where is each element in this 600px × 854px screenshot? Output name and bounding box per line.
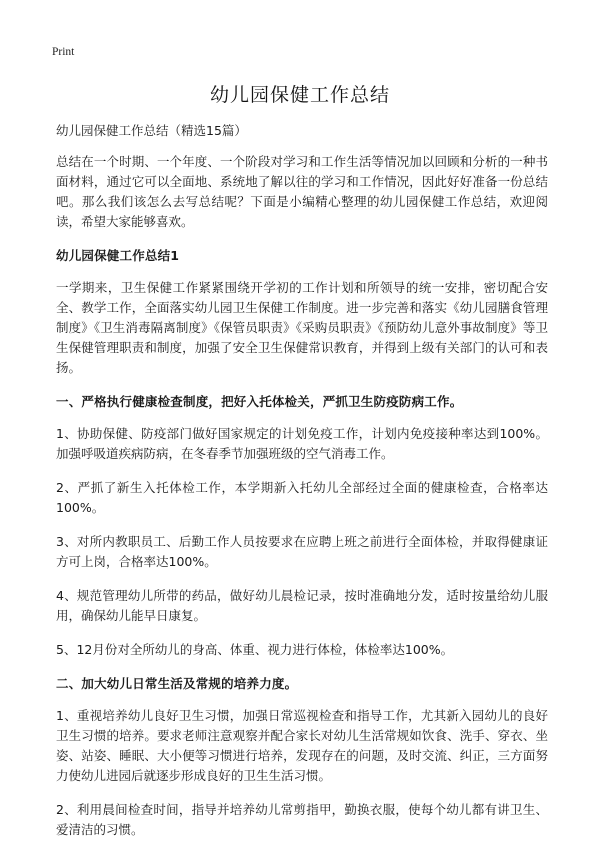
list-item: 3、对所内教职员工、后勤工作人员按要求在应聘上班之前进行全面体检，并取得健康证方可上岗，合格率达100%。 [56, 534, 548, 569]
article-intro-paragraph: 一学期来，卫生保健工作紧紧围绕开学初的工作计划和所领导的统一安排，密切配合安全、教学工作，全面落实幼儿园卫生保健工作制度。进一步完善和落实《幼儿园膳食管理制度》《卫生消毒隔离制度》《保管员职责》《采购员职责》《预防幼儿意外事故制度》等卫生保健管理职责和制度，加强了安全卫生保健常识教育，并得到上级有关部门的认可和表扬。 [56, 280, 548, 375]
document-body [56, 121, 548, 854]
article-heading: 幼儿园保健工作总结1 [56, 248, 180, 263]
section-heading-health-check: 一、严格执行健康检查制度，把好入托体检关，严抓卫生防疫防病工作。 [56, 394, 463, 409]
list-item: 2、利用晨间检查时间，指导并培养幼儿常剪指甲，勤换衣服，使每个幼儿都有讲卫生、爱清洁的习惯。 [56, 802, 548, 837]
list-item: 2、严抓了新生入托体检工作，本学期新入托幼儿全部经过全面的健康检查，合格率达100%。 [56, 480, 548, 515]
list-item: 5、12月份对全所幼儿的身高、体重、视力进行体检，体检率达100%。 [56, 642, 454, 657]
list-item: 4、规范管理幼儿所带的药品，做好幼儿晨检记录，按时准确地分发，适时按量给幼儿服用，确保幼儿能早日康复。 [56, 588, 548, 623]
document-title: 幼儿园保健工作总结 [209, 84, 390, 106]
list-item: 1、重视培养幼儿良好卫生习惯，加强日常巡视检查和指导工作，尤其新入园幼儿的良好卫生习惯的培养。要求老师注意观察并配合家长对幼儿生活常规如饮食、洗手、穿衣、坐姿、站姿、睡眠、大小便等习惯进行培养，发现存在的问题，及时交流、纠正，三方面努力使幼儿进园后就逐步形成良好的卫生生活习惯。 [56, 708, 548, 783]
section-heading-daily-life: 二、加大幼儿日常生活及常规的培养力度。 [56, 676, 298, 691]
list-item: 1、协助保健、防疫部门做好国家规定的计划免疫工作，计划内免疫接种率达到100%。加强呼吸道疾病防病，在冬春季节加强班级的空气消毒工作。 [56, 426, 548, 461]
document-subtitle: 幼儿园保健工作总结（精选15篇） [56, 123, 247, 138]
print-link[interactable]: Print [52, 46, 75, 58]
intro-paragraph: 总结在一个时期、一个年度、一个阶段对学习和工作生活等情况加以回顾和分析的一种书面材料，通过它可以全面地、系统地了解以往的学习和工作情况，因此好好准备一份总结吧。那么我们该怎么去写总结呢？下面是小编精心整理的幼儿园保健工作总结，欢迎阅读，希望大家能够喜欢。 [56, 154, 548, 229]
